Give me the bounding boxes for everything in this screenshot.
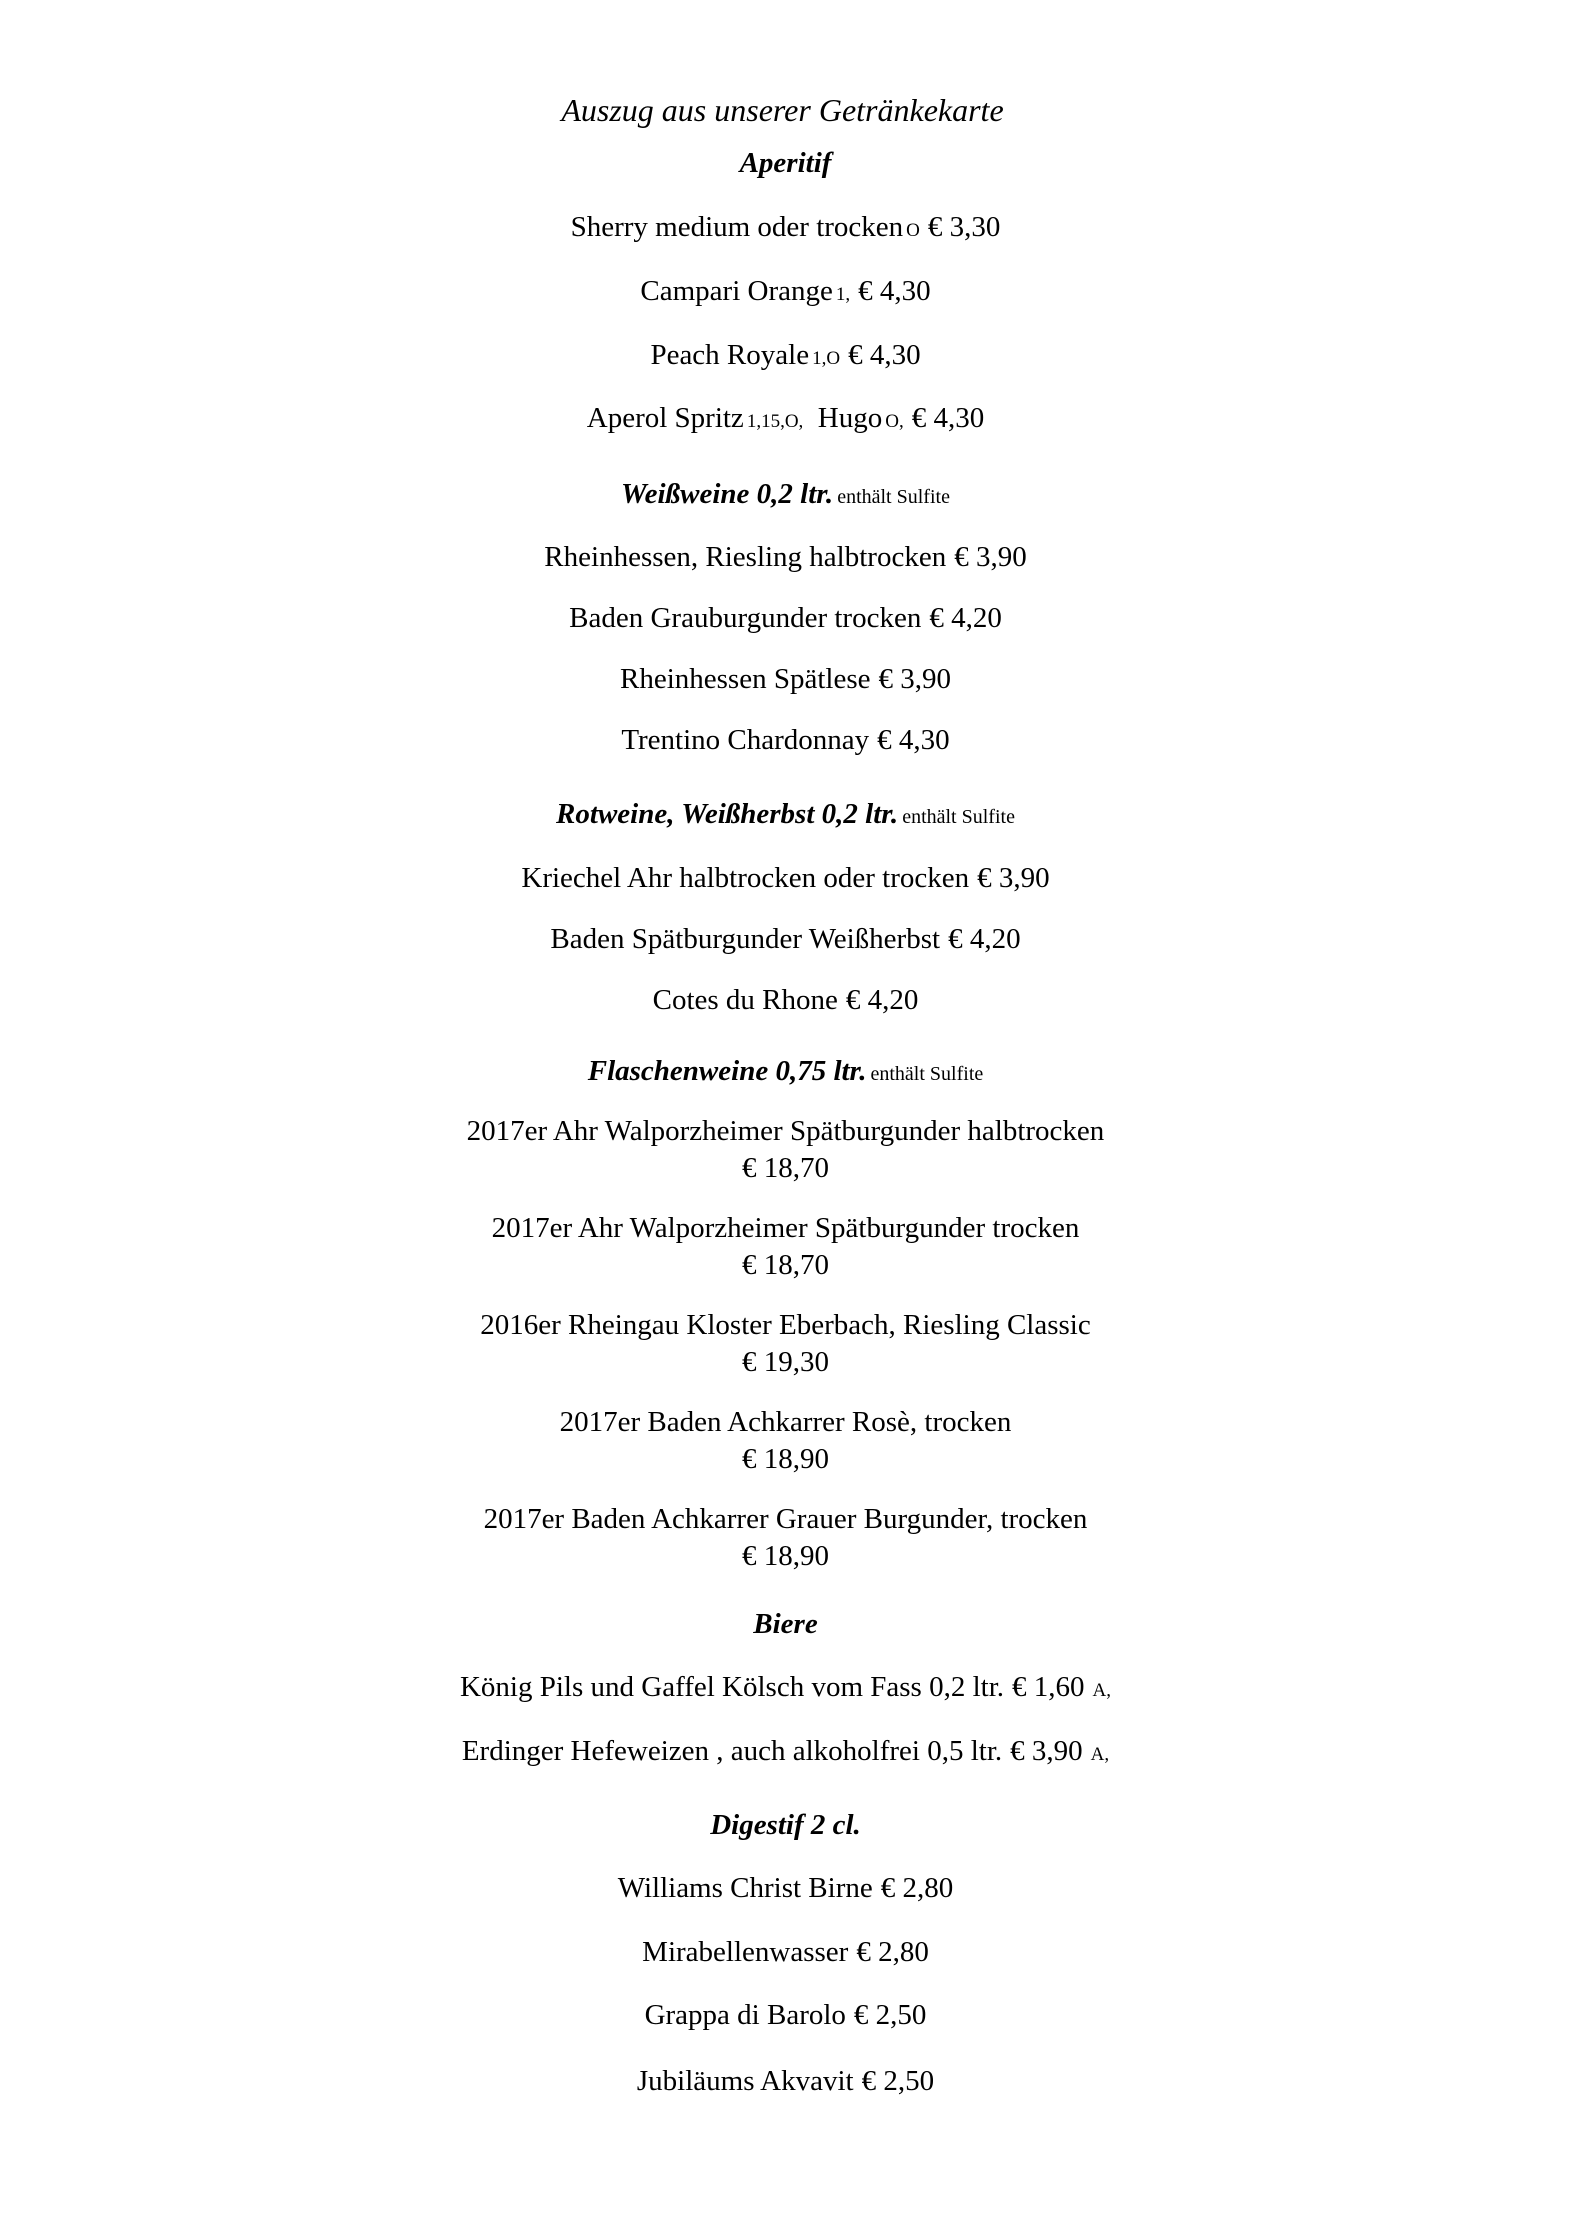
section-heading-weissweine (0, 480, 1571, 509)
menu-item-name: 2017er Ahr Walporzheimer Spätburgunder trocken (491, 1212, 1080, 1244)
section-heading-biere: Biere (753, 1608, 818, 1640)
section-heading-text: Flaschenweine 0,75 ltr. (587, 1055, 867, 1087)
item-price: € 3,90 (878, 663, 951, 695)
item-price: € 3,90 (954, 541, 1027, 573)
menu-item (0, 925, 1571, 954)
item-name: Baden Grauburgunder trocken (569, 602, 922, 634)
menu-item (0, 1737, 1571, 1766)
item-name: Grappa di Barolo (644, 1999, 846, 2031)
allergen-codes: 1,15,O, (746, 411, 804, 432)
item-price: € 4,30 (911, 402, 985, 434)
item-price: € 3,90 (1010, 1735, 1083, 1767)
item-price: € 4,30 (848, 339, 921, 371)
menu-item-price: € 19,30 (742, 1346, 829, 1378)
menu-item-price: € 18,90 (742, 1540, 829, 1572)
item-name: König Pils und Gaffel Kölsch vom Fass 0,2 ltr. (459, 1671, 1005, 1703)
section-heading-text: Rotweine, Weißherbst 0,2 ltr. (556, 798, 899, 830)
menu-item (0, 864, 1571, 893)
menu-item (0, 1673, 1571, 1702)
allergen-codes: 1,O (812, 348, 841, 369)
menu-item (0, 543, 1571, 572)
item-price: € 2,50 (861, 2065, 935, 2097)
menu-item-name: 2016er Rheingau Kloster Eberbach, Riesling Classic (480, 1309, 1091, 1341)
item-price: € 4,20 (948, 923, 1021, 955)
menu-item (0, 1938, 1571, 1967)
menu-item-price: € 18,70 (742, 1249, 829, 1281)
item-name: Rheinhessen Spätlese (620, 663, 871, 695)
menu-item (0, 404, 1571, 433)
item-name: Peach Royale (650, 339, 810, 371)
section-heading-flaschenweine (0, 1057, 1571, 1086)
item-name: Mirabellenwasser (642, 1936, 849, 1968)
menu-item (0, 213, 1571, 242)
item-name-secondary: Hugo (817, 402, 883, 434)
item-name: Sherry medium oder trocken (570, 211, 904, 243)
menu-item-name: 2017er Baden Achkarrer Grauer Burgunder, trocken (483, 1503, 1088, 1535)
menu-item-name: 2017er Baden Achkarrer Rosè, trocken (559, 1406, 1012, 1438)
sulfite-note: enthält Sulfite (870, 1063, 984, 1085)
item-price: € 4,20 (929, 602, 1002, 634)
menu-item-price: € 18,70 (742, 1152, 829, 1184)
item-price: € 3,30 (927, 211, 1001, 243)
menu-item-price: € 18,90 (742, 1443, 829, 1475)
item-price: € 4,20 (845, 984, 919, 1016)
sulfite-note: enthält Sulfite (902, 806, 1015, 828)
item-name: Baden Spätburgunder Weißherbst (550, 923, 941, 955)
item-name: Rheinhessen, Riesling halbtrocken (544, 541, 947, 573)
item-price: € 3,90 (977, 862, 1050, 894)
allergen-codes: 1, (835, 284, 851, 305)
allergen-codes: O (906, 220, 920, 241)
menu-item (0, 726, 1571, 755)
item-name: Erdinger Hefeweizen , auch alkoholfrei 0,5 ltr. (461, 1735, 1003, 1767)
item-price: € 2,50 (853, 1999, 927, 2031)
allergen-codes: A, (1092, 1680, 1111, 1701)
item-name: Jubiläums Akvavit (636, 2065, 854, 2097)
section-heading-digestif: Digestif 2 cl. (710, 1809, 861, 1841)
menu-item (0, 604, 1571, 633)
item-price: € 1,60 (1012, 1671, 1085, 1703)
item-name: Campari Orange (640, 275, 833, 307)
sulfite-note: enthält Sulfite (837, 486, 950, 508)
section-heading-rotweine (0, 800, 1571, 829)
menu-item-name: 2017er Ahr Walporzheimer Spätburgunder halbtrocken (466, 1115, 1105, 1147)
item-price: € 4,30 (877, 724, 950, 756)
item-name: Kriechel Ahr halbtrocken oder trocken (521, 862, 970, 894)
item-name: Cotes du Rhone (652, 984, 838, 1016)
allergen-codes: A, (1090, 1744, 1110, 1765)
menu-item (0, 1874, 1571, 1903)
page-title: Auszug aus unserer Getränkekarte (561, 92, 1004, 128)
menu-item (0, 341, 1571, 370)
menu-item (0, 277, 1571, 306)
menu-item (0, 665, 1571, 694)
item-name: Williams Christ Birne (617, 1872, 873, 1904)
menu-item (0, 2001, 1571, 2030)
allergen-codes-secondary: O, (885, 411, 904, 432)
item-price: € 2,80 (880, 1872, 954, 1904)
section-heading-text: Weißweine 0,2 ltr. (621, 478, 834, 510)
item-price: € 4,30 (858, 275, 931, 307)
item-name: Aperol Spritz (586, 402, 744, 434)
section-heading-aperitif: Aperitif (739, 147, 832, 179)
item-name: Trentino Chardonnay (621, 724, 870, 756)
item-price: € 2,80 (856, 1936, 929, 1968)
menu-item (0, 2067, 1571, 2096)
menu-item (0, 986, 1571, 1015)
